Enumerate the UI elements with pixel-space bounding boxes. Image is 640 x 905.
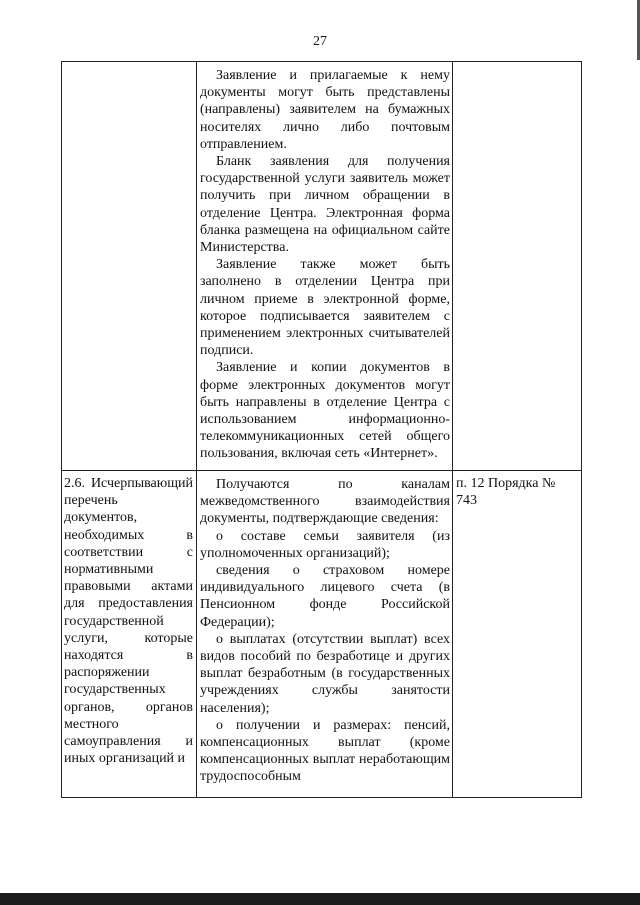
paragraph: сведения о страховом номере индивидуального лицевого счета (в Пенсионном фонде Российской Федерации);: [200, 563, 450, 630]
table-cell-reference: п. 12 Порядка № 743: [453, 471, 582, 797]
page-number: 27: [313, 34, 327, 49]
table-row: [62, 471, 582, 798]
table-row: [62, 62, 582, 471]
table-cell-item: [62, 62, 197, 470]
paragraph: Получаются по каналам межведомственного взаимодействия документы, подтверждающие сведения:: [200, 477, 450, 527]
paragraph: о выплатах (отсутствии выплат) всех видов пособий по безработице и других выплат безработным (в государственных учреждениях службы занятости населения);: [200, 631, 450, 716]
paragraph: Заявление и прилагаемые к нему документы могут быть представлены (направлены) заявителем на бумажных носителях лично либо почтовым отправлением.: [200, 68, 450, 152]
paragraph: Заявление также может быть заполнено в отделении Центра при личном приеме в электронной форме, которое подписывается заявителем с применением электронных считывателей подписи.: [200, 257, 450, 359]
table-cell-description: [197, 62, 453, 470]
paragraph: о составе семьи заявителя (из уполномоченных организаций);: [200, 528, 450, 561]
table-cell-description: [197, 471, 453, 797]
item-text: 2.6. Исчерпывающий перечень документов, необходимых в соответствии с нормативными правовыми актами для предоставления государственной услуги, которые находятся в распоряжении государственных органов, органов местного самоуправления и иных организаций и: [64, 476, 193, 767]
requirements-table: [61, 61, 582, 798]
paragraph: о получении и размерах: пенсий, компенсационных выплат (кроме компенсационных выплат неработающим трудоспособным: [200, 717, 450, 785]
paragraph: Заявление и копии документов в форме электронных документов могут быть направлены в отделение Центра с использованием информационно-телекоммуникационных сетей общего пользования, включая сеть «Интернет».: [200, 360, 450, 462]
scan-bottom-edge: [0, 893, 640, 905]
table-cell-reference: [453, 62, 582, 470]
table-cell-item: [62, 471, 197, 797]
paragraph: Бланк заявления для получения государственной услуги заявитель может получить при личном обращении в отделение Центра. Электронная форма бланка размещена на официальном сайте Министерства.: [200, 154, 450, 256]
